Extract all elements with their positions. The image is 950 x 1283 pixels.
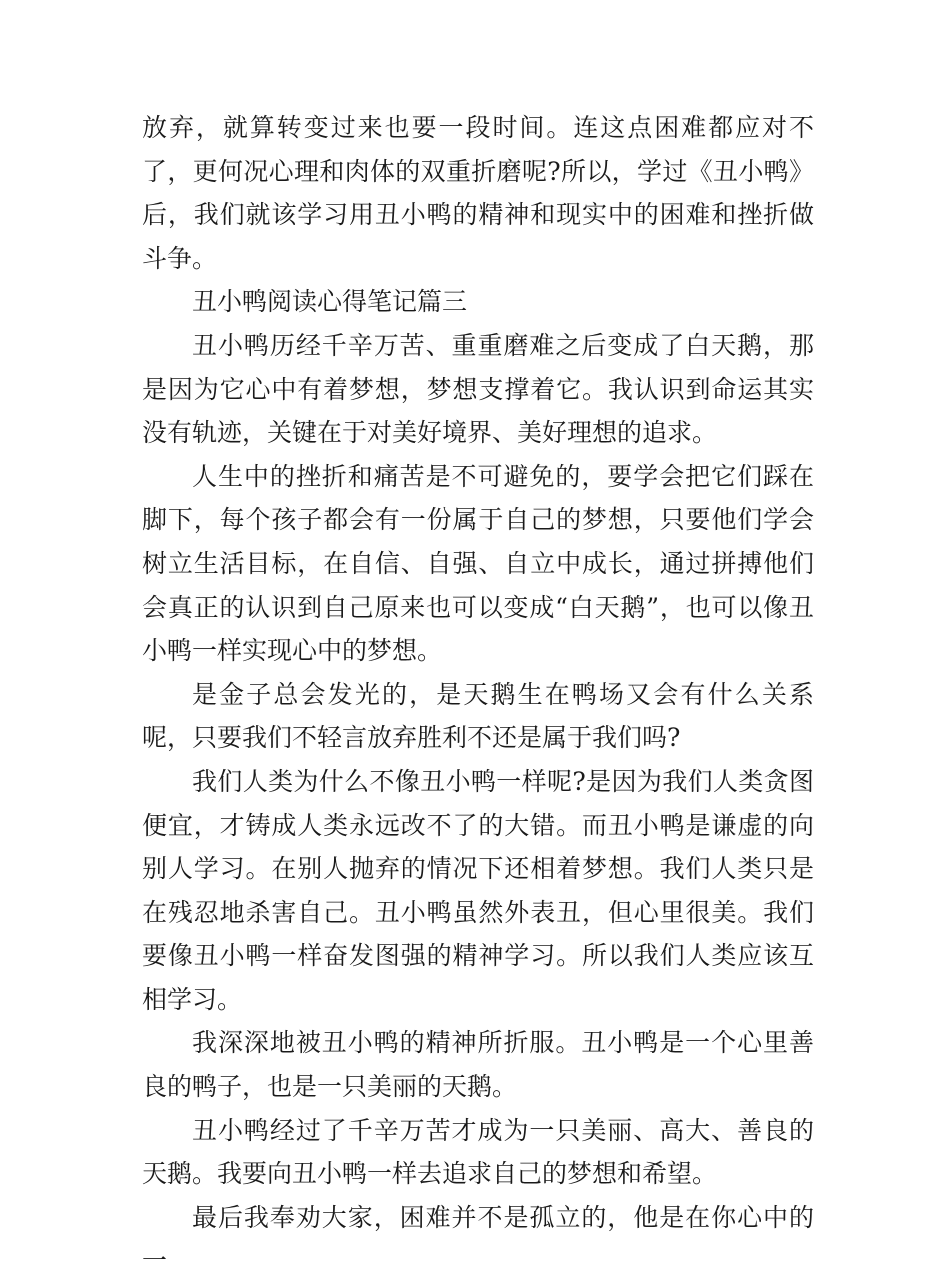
document-page xyxy=(142,106,814,1283)
paragraph: 我深深地被丑小鸭的精神所折服。丑小鸭是一个心里善良的鸭子，也是一只美丽的天鹅。 xyxy=(142,1028,814,1102)
paragraph: 是金子总会发光的，是天鹅生在鸭场又会有什么关系呢，只要我们不轻言放弃胜利不还是属于我们吗? xyxy=(142,679,814,753)
paragraph-continued: 放弃，就算转变过来也要一段时间。连这点困难都应对不了，更何况心理和肉体的双重折磨呢?所以，学过《丑小鸭》后，我们就该学习用丑小鸭的精神和现实中的困难和挫折做斗争。 xyxy=(142,113,814,273)
paragraph-truncated: 最后我奉劝大家，困难并不是孤立的，他是在你心中的一 xyxy=(142,1202,814,1276)
paragraph: 人生中的挫折和痛苦是不可避免的，要学会把它们踩在脚下，每个孩子都会有一份属于自己的梦想，只要他们学会树立生活目标，在自信、自强、自立中成长，通过拼搏他们会真正的认识到自己原来也可以变成“白天鹅”，也可以像丑小鸭一样实现心中的梦想。 xyxy=(142,461,814,666)
paragraph: 丑小鸭历经千辛万苦、重重磨难之后变成了白天鹅，那是因为它心中有着梦想，梦想支撑着它。我认识到命运其实没有轨迹，关键在于对美好境界、美好理想的追求。 xyxy=(142,330,814,448)
paragraph: 丑小鸭经过了千辛万苦才成为一只美丽、高大、善良的天鹅。我要向丑小鸭一样去追求自己的梦想和希望。 xyxy=(142,1115,814,1189)
paragraph: 我们人类为什么不像丑小鸭一样呢?是因为我们人类贪图便宜，才铸成人类永远改不了的大错。而丑小鸭是谦虚的向别人学习。在别人抛弃的情况下还相着梦想。我们人类只是在残忍地杀害自己。丑小鸭虽然外表丑，但心里很美。我们要像丑小鸭一样奋发图强的精神学习。所以我们人类应该互相学习。 xyxy=(142,766,814,1014)
section-heading: 丑小鸭阅读心得笔记篇三 xyxy=(192,287,468,317)
